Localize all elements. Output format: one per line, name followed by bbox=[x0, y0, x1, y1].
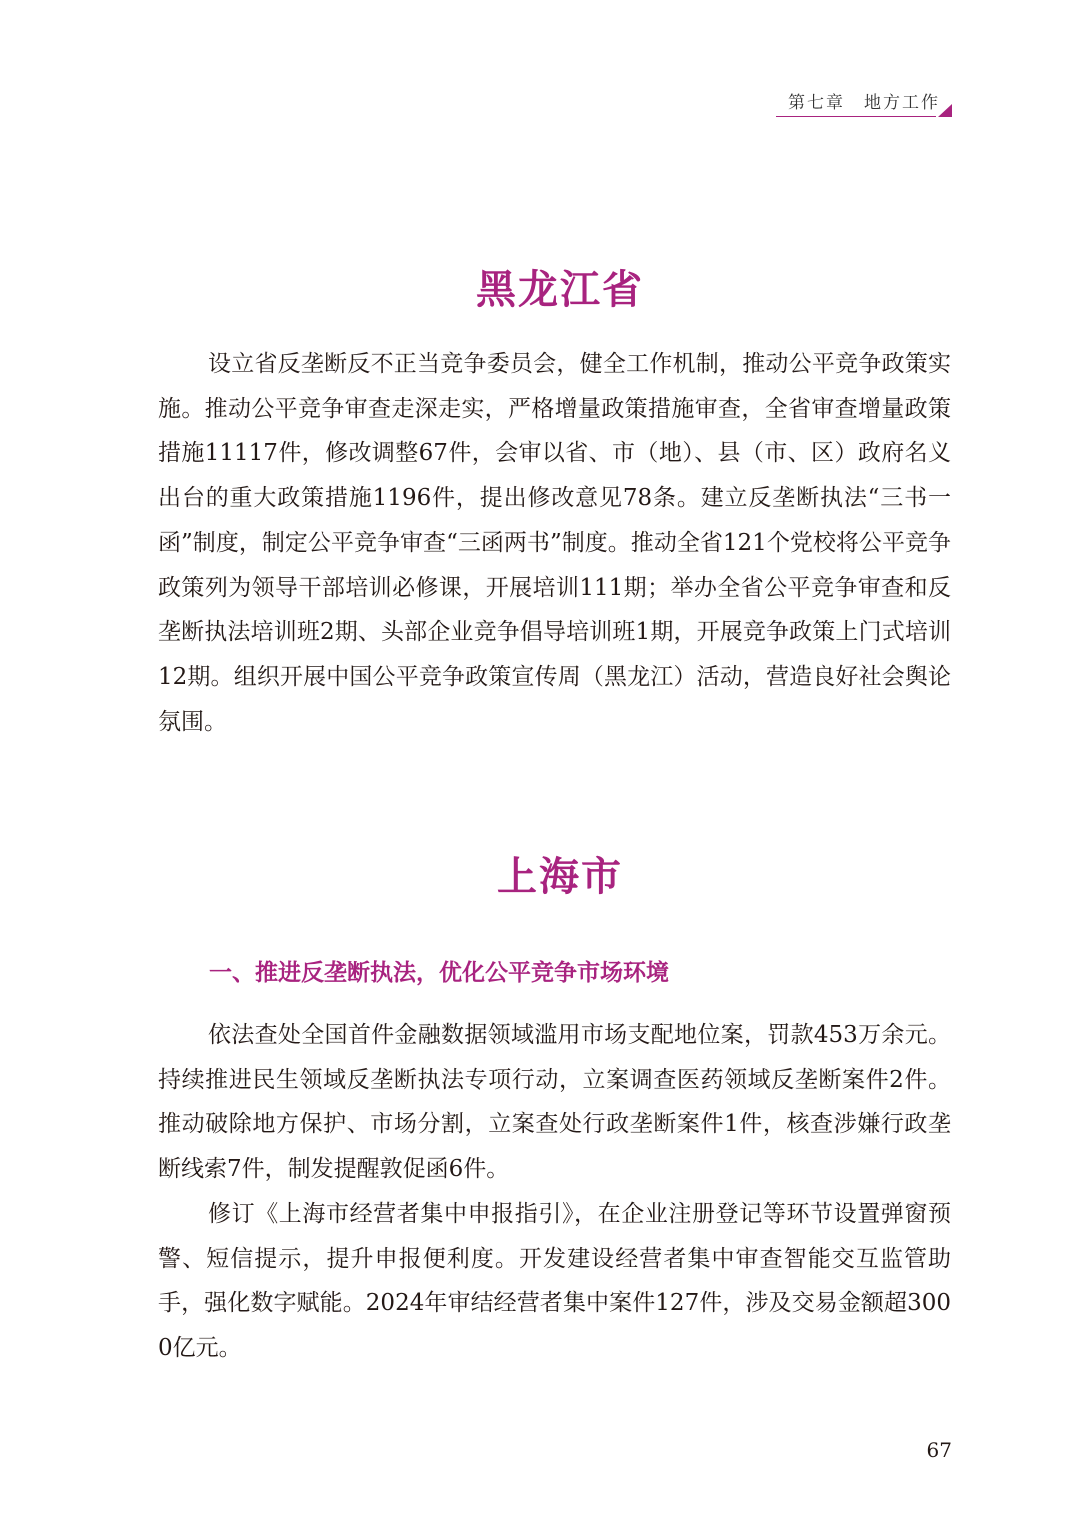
section-title-heilongjiang: 黑龙江省 bbox=[476, 267, 644, 313]
header-corner-triangle-icon bbox=[938, 104, 952, 117]
running-header bbox=[776, 86, 940, 117]
paragraph-heilongjiang: 设立省反垄断反不正当竞争委员会，健全工作机制，推动公平竞争政策实施。推动公平竞争审查走深走实，严格增量政策措施审查，全省审查增量政策措施11117件，修改调整67件，会审以省、市（地）、县（市、区）政府名义出台的重大政策措施1196件，提出修改意见78条。建立反垄断执法“三书一函”制度，制定公平竞争审查“三函两书”制度。推动全省121个党校将公平竞争政策列为领导干部培训必修课，开展培训111期；举办全省公平竞争审查和反垄断执法培训班2期、头部企业竞争倡导培训班1期，开展竞争政策上门式培训12期。组织开展中国公平竞争政策宣传周（黑龙江）活动，营造良好社会舆论氛围。 bbox=[158, 351, 951, 735]
page-number: 67 bbox=[926, 1438, 952, 1462]
paragraph-shanghai-1: 依法查处全国首件金融数据领域滥用市场支配地位案，罚款453万余元。持续推进民生领域反垄断执法专项行动，立案调查医药领域反垄断案件2件。推动破除地方保护、市场分割，立案查处行政垄断案件1件，核查涉嫌行政垄断线索7件，制发提醒敦促函6件。 bbox=[158, 1022, 951, 1183]
subheading-shanghai-1: 一、推进反垄断执法，优化公平竞争市场环境 bbox=[209, 959, 669, 986]
paragraph-shanghai-2: 修订《上海市经营者集中申报指引》，在企业注册登记等环节设置弹窗预警、短信提示，提升申报便利度。开发建设经营者集中审查智能交互监管助手，强化数字赋能。2024年审结经营者集中案件127件，涉及交易金额超3000亿元。 bbox=[158, 1201, 951, 1362]
chapter-title: 第七章 地方工作 bbox=[788, 93, 940, 113]
section-title-shanghai: 上海市 bbox=[497, 854, 623, 900]
